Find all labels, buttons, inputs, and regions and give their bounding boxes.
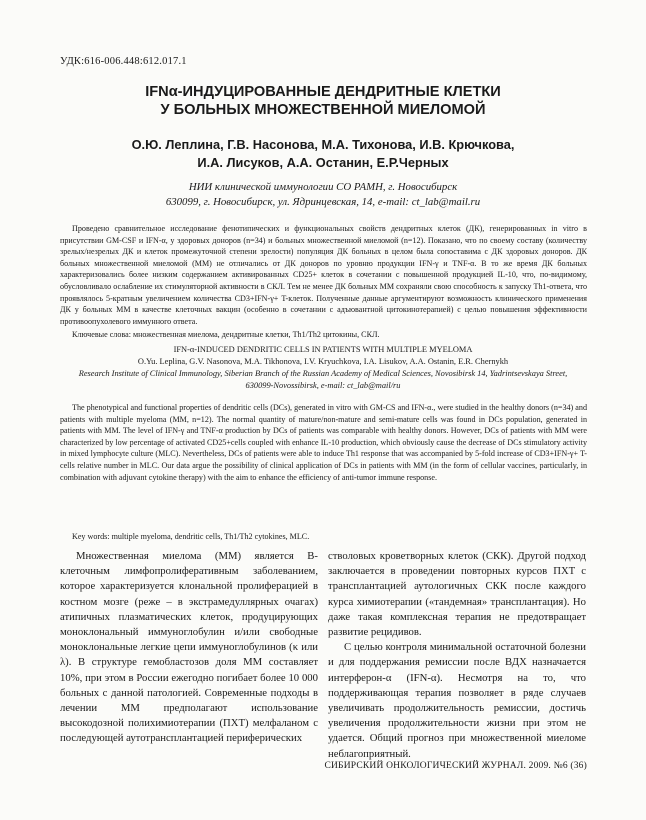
body-column-left [60, 549, 318, 747]
authors-line: О.Ю. Леплина, Г.В. Насонова, М.А. Тихонова, И.В. Крючкова, [131, 137, 515, 152]
article-title-line: IFNα-ИНДУЦИРОВАННЫЕ ДЕНДРИТНЫЕ КЛЕТКИ [145, 84, 501, 100]
body-paragraph: С целью контроля минимальной остаточной болезни и для поддержания ремиссии после ВДХ назначается интерферон-α (IFN-α). Несмотря на то, что поддерживающая терапия позволяет в ряде случаев увеличивать продолжительность ремиссии, достичь увеличения продолжительности жизни при этом не удается. Общий прогноз при множественной миеломе неблагоприятный. [328, 641, 586, 760]
authors [40, 136, 606, 172]
affiliation-line: 630099, г. Новосибирск, ул. Ядринцевская, 14, e-mail: ct_lab@mail.ru [165, 195, 481, 208]
title-en: IFN-α-INDUCED DENDRITIC CELLS IN PATIENTS WITH MULTIPLE MYELOMA [173, 345, 473, 354]
body-column-right [328, 549, 586, 762]
abstract-ru: Проведено сравнительное исследование фенотипических и функциональных свойств дендритных клеток (ДК), генерированных in vitro в присутствии GM-CSF и IFN-α, у здоровых доноров (n=34) и больных множественной миеломой (n=12). Показано, что по своему составу (количеству зрелых/незрелых ДК и клеток промежуточной степени зрелости) популяция ДК больных в целом была сопоставима с ДК здоровых доноров. ДК больных множественной миеломой (ММ) не отличались от ДК доноров по уровню продукции IFN-γ и TNF-α. В то же время ДК больных характеризовались более низким содержанием активированных CD25+ клеток в сочетании с повышенной продукцией IL-10, что, по-видимому, обусловливало ослабление их стимуляторной активности в СКЛ. Тем не менее ДК больных ММ сохраняли свою способность к запуску Th1-ответа, что проявлялось 5-кратным увеличением количества CD3+IFN-γ+ T-клеток. Полученные данные аргументируют возможность клинического применения ДК у больных ММ в качестве клеточных вакцин (особенно в сочетании с адъювантной цитокинотерапией) с целью повышения эффективности противоопухолевого иммунного ответа. [60, 224, 587, 326]
abstract-en: The phenotypical and functional properties of dendritic cells (DCs), generated in vitro with GM-CS and IFN-α., were studied in the healthy donors (n=34) and patients with multiple myeloma (MM, n=12). The normal quantity of mature/non-mature and semi-mature cells was found in DCs population, generated in patients with MM. The level of IFN-γ and TNF-α production by DCs of patients was comparable with healthy donors. However, DCs of patients with MM were characterized by low percentage of activated CD25+cells coupled with enhance IL-10 production, which obviously cause the decrease of DCs stimulatory activity in mixed lymphocyte culture (MLC). Nevertheless, DCs of patients were able to induce Th1 response that was accompanied by 5-fold increase of CD3+IFN-γ+ T-cells relative number in MLC. Our data argue the possibility of clinical application of DCs in patients with MM (in the form of cellular vaccines, particularly, in combination with adjuvant cytokine therapy) with the aim to enhance the efficiency of anti-tumor immune response. [60, 403, 587, 482]
affiliation [40, 180, 606, 209]
keywords-ru: Ключевые слова: множественная миелома, дендритные клетки, Th1/Th2 цитокины, СКЛ. [72, 330, 380, 339]
udk-code: УДК:616-006.448:612.017.1 [60, 56, 187, 67]
body-paragraph: Множественная миелома (ММ) является В-клеточным лимфопролиферативным заболеванием, которое характеризуется клональной пролиферацией в костном мозге (реже – в экстрамедуллярных очагах) атипичных плазматических клеток, продуцирующих моноклональный иммуноглобулин и/или свободные моноклональные легкие цепи иммуноглобулинов (κ или λ). В структуре гемобластозов доля ММ составляет 10%, при этом в России ежегодно погибает более 10 000 больных с данной патологией. Современные подходы в лечении ММ предполагают использование высокодозной полихимиотерапии (ПХТ) мелфаланом с последующей аутотрансплантацией периферических [60, 550, 318, 745]
keywords-en: Key words: multiple myeloma, dendritic cells, Th1/Th2 cytokines, MLC. [72, 532, 310, 541]
authors-line: И.А. Лисуков, А.А. Останин, Е.Р.Черных [197, 155, 449, 170]
authors-en: O.Yu. Leplina, G.V. Nasonova, M.A. Tikhonova, I.V. Kryuchkova, I.A. Lisukov, A.A. Ostanin, E.R. Chernykh [137, 357, 509, 366]
affiliation-line: НИИ клинической иммунологии СО РАМН, г. Новосибирск [188, 181, 458, 193]
body-paragraph: стволовых кроветворных клеток (СКК). Другой подход заключается в проведении повторных курсов ПХТ с трансплантацией аутологичных СКК после каждого курса химиотерапии («тандемная» трансплантация). Но даже такая комплексная терапия не предотвращает развитие рецидивов. [328, 550, 586, 639]
article-title [40, 83, 606, 119]
article-title-line: У БОЛЬНЫХ МНОЖЕСТВЕННОЙ МИЕЛОМОЙ [160, 102, 486, 118]
journal-footer: СИБИРСКИЙ ОНКОЛОГИЧЕСКИЙ ЖУРНАЛ. 2009. №6 (36) [324, 761, 587, 771]
affiliation-en: Research Institute of Clinical Immunology, Siberian Branch of the Russian Academy of Medical Sciences, Novosibirsk 14, Yadrintsevskaya Street, 630099-Novossibirsk, e-mail: ct_lab@mail/ru [78, 369, 568, 390]
